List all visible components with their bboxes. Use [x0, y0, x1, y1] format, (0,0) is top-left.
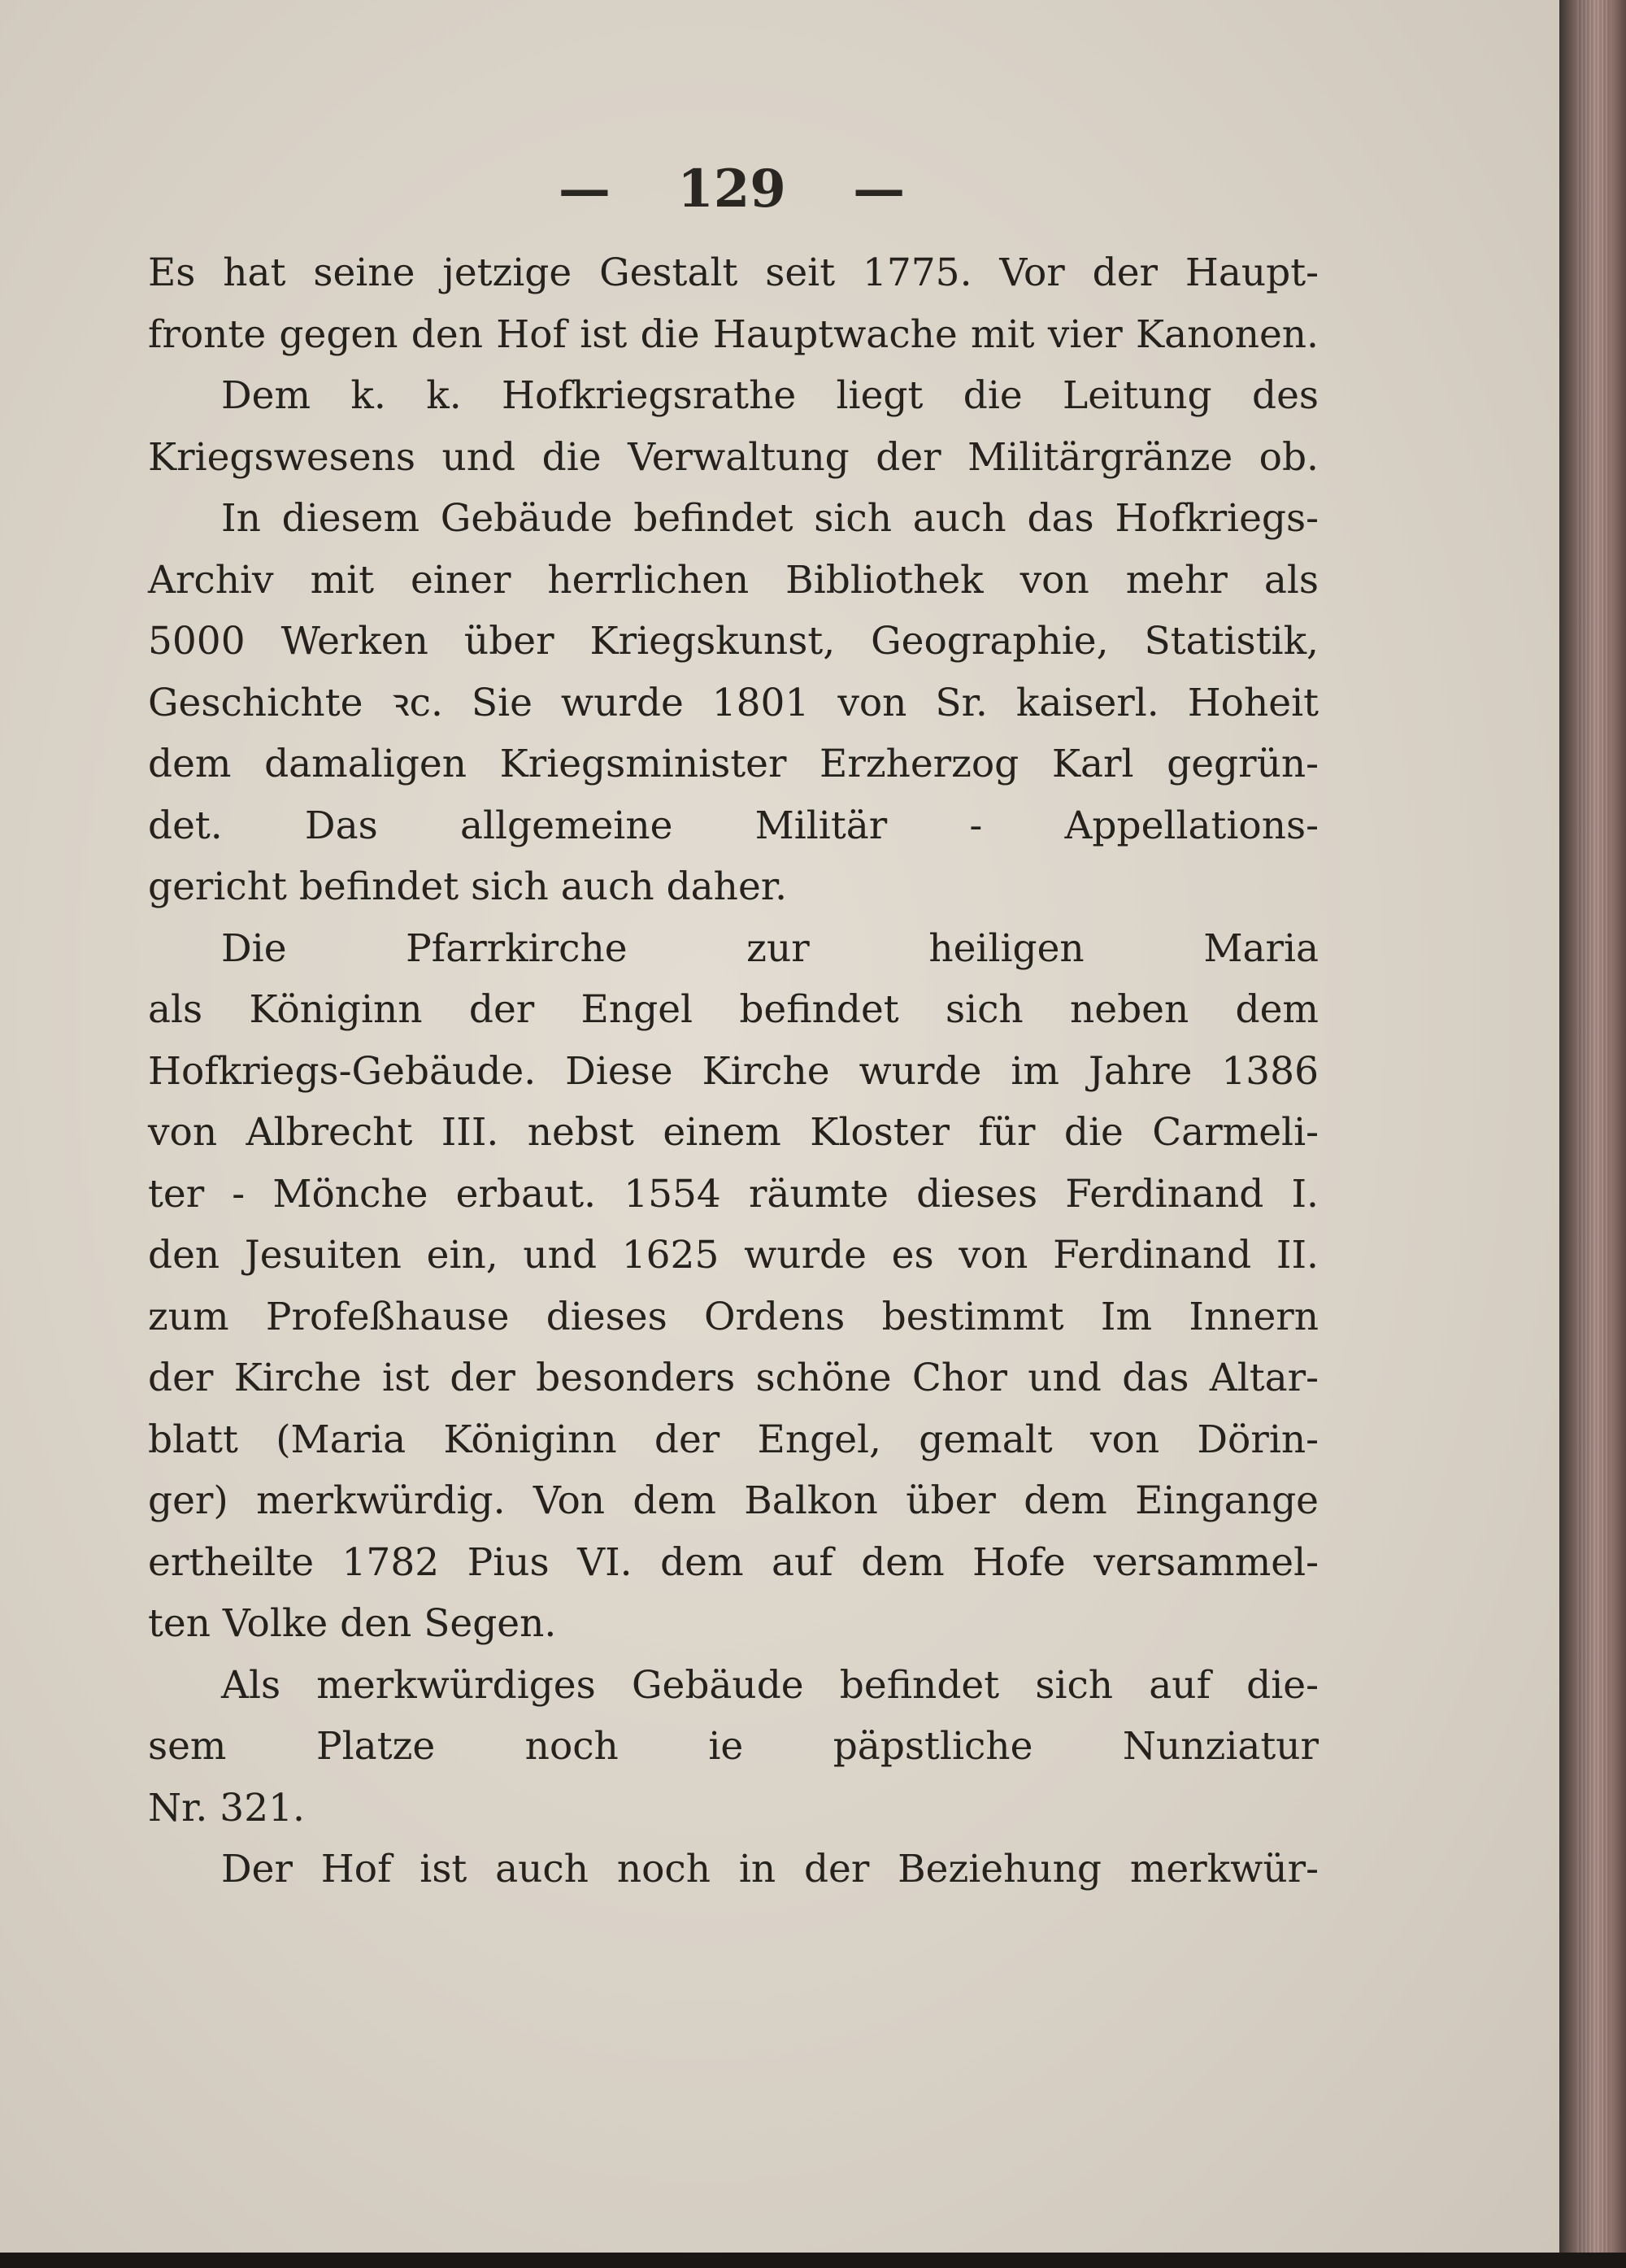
text-line: Archiv mit einer herrlichen Bibliothek von mehr als	[148, 557, 1319, 603]
text-line: In diesem Gebäude befindet sich auch das Hofkriegs-	[221, 496, 1319, 541]
text-line: der Kirche ist der besonders schöne Chor und das Altar-	[148, 1356, 1319, 1400]
text-line: von Albrecht III. nebst einem Kloster für die Carmeli-	[148, 1110, 1319, 1155]
text-line: dem damaligen Kriegsminister Erzherzog Karl gegrün-	[148, 742, 1319, 786]
text-line: Geschichte ꝛc. Sie wurde 1801 von Sr. kaiserl. Hoheit	[148, 680, 1319, 725]
header-dash-left: —	[558, 159, 611, 220]
text-line: blatt (Maria Königinn der Engel, gemalt von Dörin-	[148, 1417, 1319, 1462]
header-dash-right: —	[853, 159, 906, 220]
page-number: 129	[677, 159, 786, 220]
text-line: den Jesuiten ein, und 1625 wurde es von Ferdinand II.	[148, 1233, 1319, 1278]
text-line: gericht befindet sich auch daher.	[148, 864, 788, 909]
page-stack-lines	[1577, 0, 1610, 2268]
body-text	[148, 242, 1319, 1900]
text-line: ten Volke den Segen.	[148, 1601, 557, 1646]
page-header	[0, 159, 1463, 220]
text-line: Kriegswesens und die Verwaltung der Militärgränze ob.	[148, 434, 1319, 480]
text-line: det. Das allgemeine Militär - Appellations-	[148, 803, 1319, 848]
text-line: Es hat seine jetzige Gestalt seit 1775. Vor der Haupt-	[148, 250, 1319, 295]
bottom-shadow	[0, 2253, 1626, 2268]
text-line: zum Profeßhause dieses Ordens bestimmt Im Innern	[148, 1294, 1319, 1339]
text-line: Als merkwürdiges Gebäude befindet sich auf die-	[221, 1662, 1319, 1708]
text-line: Hofkriegs-Gebäude. Diese Kirche wurde im Jahre 1386	[148, 1048, 1319, 1094]
text-line: Der Hof ist auch noch in der Beziehung merkwür-	[221, 1847, 1319, 1891]
text-line: ter - Mönche erbaut. 1554 räumte dieses Ferdinand I.	[148, 1171, 1319, 1217]
text-line: 5000 Werken über Kriegskunst, Geographie, Statistik,	[148, 619, 1319, 664]
text-line: als Königinn der Engel befindet sich neben dem	[148, 987, 1319, 1032]
text-line: Dem k. k. Hofkriegsrathe liegt die Leitung des	[221, 373, 1319, 418]
text-line: fronte gegen den Hof ist die Hauptwache mit vier Kanonen.	[148, 311, 1319, 357]
text-line: ertheilte 1782 Pius VI. dem auf dem Hofe versammel-	[148, 1539, 1319, 1585]
text-line: Die Pfarrkirche zur heiligen Maria	[221, 925, 1319, 971]
text-line: Nr. 321.	[148, 1785, 305, 1831]
text-line: sem Platze noch ie päpstliche Nunziatur	[148, 1724, 1319, 1769]
text-line: ger) merkwürdig. Von dem Balkon über dem Eingange	[148, 1478, 1319, 1523]
